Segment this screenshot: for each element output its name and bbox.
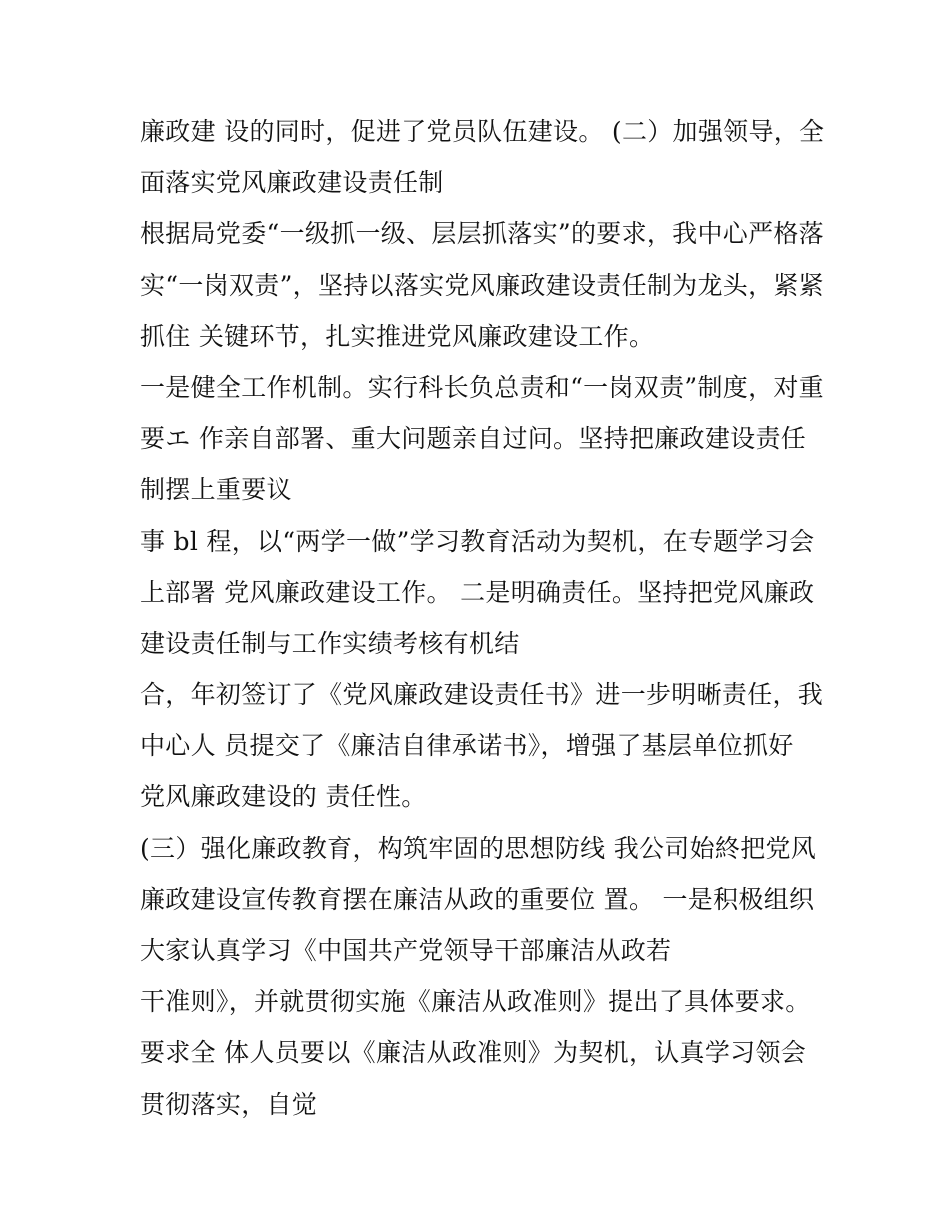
text-line: 要求全 体人员要以《廉洁从政准则》为契机，认真学习领会 [140, 1038, 807, 1068]
text-line: 事 bl 程，以“两学一做”学习教育活动为契机，在专题学习会 [140, 526, 815, 556]
text-line: 面落实党风廉政建设责任制 [140, 168, 444, 198]
text-line: 大家认真学习《中国共产党领导干部廉洁从政若 [140, 936, 672, 965]
text-line: 实“一岗双责”，坚持以落实党风廉政建设责任制为龙头，紧紧 [140, 270, 824, 300]
text-line: 合，年初签订了《党风廉政建设责任书》进一步明晰责任，我 [140, 680, 824, 710]
text-line: 中心人 员提交了《廉洁自律承诺书》，增强了基层单位抓好 [140, 731, 794, 761]
text-line: 贯彻落实，自觉 [140, 1089, 318, 1119]
text-line: 要エ 作亲自部署、重大问题亲自过问。坚持把廉政建设责任 [140, 424, 807, 454]
text-line: 建设责任制与工作实绩考核有机结 [140, 628, 520, 658]
document-body [140, 106, 825, 1130]
text-line: 抓住 关键环节，扎实推进党风廉政建设工作。 [140, 321, 655, 351]
text-line: (三）强化廉政教育，构筑牢固的思想防线 我公司始終把党风 [140, 833, 817, 863]
text-line: 廉政建设宣传教育摆在廉洁从政的重要位 置。 一是积极组织 [140, 884, 815, 914]
text-line: 干准则》，并就贯彻实施《廉洁从政准则》提出了具体要求。 [140, 987, 811, 1017]
text-line: 制摆上重要议 [140, 475, 292, 505]
text-line: 根据局党委“一级抓一级、层层抓落实”的要求，我中心严格落 [140, 219, 824, 249]
text-line: 党风廉政建设的 责任性。 [140, 782, 427, 812]
text-line: 上部署 党风廉政建设工作。 二是明确责任。坚持把党风廉政 [140, 577, 815, 607]
text-line: 廉政建 设的同时，促进了党员队伍建设。 (二）加强领导，全 [140, 117, 825, 146]
text-line: 一是健全工作机制。实行科长负总责和“一岗双责”制度，对重 [140, 372, 824, 402]
